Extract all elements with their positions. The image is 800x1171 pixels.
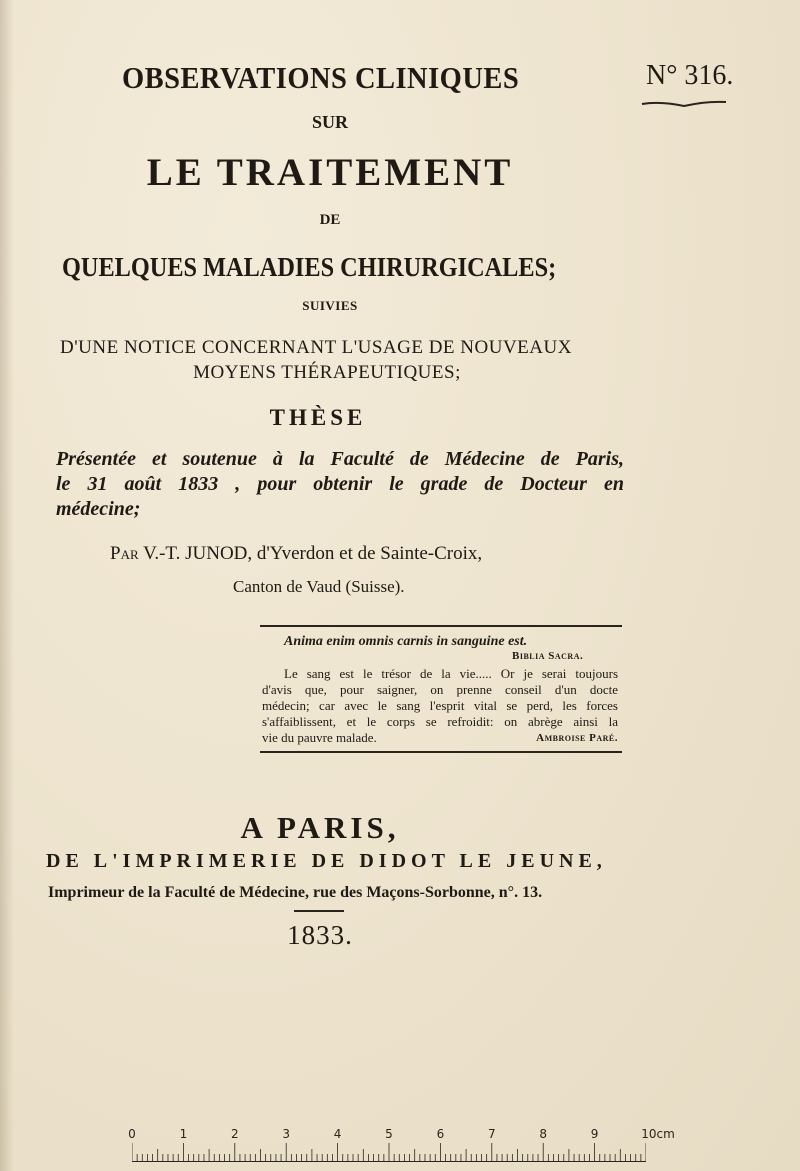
catalog-number: N° 316. — [646, 60, 734, 91]
title-main: LE TRAITEMENT — [146, 151, 514, 194]
quote-line-1: Le sang est le trésor de la vie..... Or je serai toujours — [284, 666, 618, 681]
title-suivies: SUIVIES — [302, 298, 358, 313]
imprint-printer: DE L'IMPRIMERIE DE DIDOT LE JEUNE, — [46, 850, 607, 872]
scale-label: 10cm — [641, 1127, 675, 1141]
epigraph-source: Biblia Sacra. — [512, 650, 584, 662]
author-prefix: Par — [110, 543, 139, 564]
scale-label: 5 — [385, 1127, 393, 1141]
scale-label: 1 — [179, 1127, 188, 1141]
epigraph-top-rule — [260, 625, 622, 627]
notice-line-2: MOYENS THÉRAPEUTIQUES; — [193, 362, 461, 383]
author-line — [110, 543, 482, 565]
scale-label: 6 — [436, 1127, 445, 1141]
scale-label: 2 — [230, 1127, 239, 1141]
presentation-line-2: le 31 août 1833 , pour obtenir le grade de Docteur en — [56, 473, 624, 495]
imprint-place: A PARIS, — [240, 810, 400, 845]
measurement-scale — [128, 1127, 675, 1167]
notice-line-1: D'UNE NOTICE CONCERNANT L'USAGE DE NOUVEAUX — [60, 337, 572, 358]
scale-label: 0 — [128, 1127, 136, 1141]
scale-ruler — [132, 1143, 646, 1162]
title-line-observations: OBSERVATIONS CLINIQUES — [122, 60, 520, 95]
quote-line-2: d'avis que, pour saigner, on prenne conseil d'un docte — [262, 682, 618, 697]
catalog-number-flourish — [640, 100, 728, 110]
quote-line-3: médecin; car avec le sang l'esprit vital se perd, les forces — [262, 698, 618, 713]
epigraph-bottom-rule — [260, 751, 622, 753]
title-line-maladies: QUELQUES MALADIES CHIRURGICALES; — [62, 252, 557, 282]
quote-line-4: s'affaiblissent, et le corps se refroidit: on abrège ainsi la — [262, 714, 618, 729]
these-heading: THÈSE — [269, 405, 367, 430]
quote-source: Ambroise Paré. — [536, 732, 618, 744]
author-canton: Canton de Vaud (Suisse). — [233, 577, 405, 596]
quote-line-5-text: vie du pauvre malade. — [262, 730, 377, 745]
presentation-line-1: Présentée et soutenue à la Faculté de Médecine de Paris, — [56, 448, 624, 470]
epigraph-quote — [262, 666, 618, 746]
author-name: V.-T. JUNOD, d'Yverdon et de Sainte-Croix, — [143, 543, 483, 564]
presentation-paragraph — [56, 447, 624, 522]
imprint-printer-detail: Imprimeur de la Faculté de Médecine, rue des Maçons-Sorbonne, n°. 13. — [48, 884, 543, 901]
title-sur: SUR — [311, 112, 348, 132]
year-rule — [294, 910, 344, 912]
epigraph-latin: Anima enim omnis carnis in sanguine est. — [284, 634, 528, 649]
quote-line-5 — [262, 730, 618, 746]
scale-label: 4 — [333, 1127, 342, 1141]
title-de: DE — [319, 212, 341, 228]
scale-label: 3 — [282, 1127, 291, 1141]
presentation-line-3: médecine; — [56, 498, 141, 520]
scale-label: 7 — [487, 1127, 496, 1141]
scale-label: 9 — [590, 1127, 599, 1141]
imprint-year: 1833. — [287, 920, 353, 950]
scale-label: 8 — [539, 1127, 548, 1141]
